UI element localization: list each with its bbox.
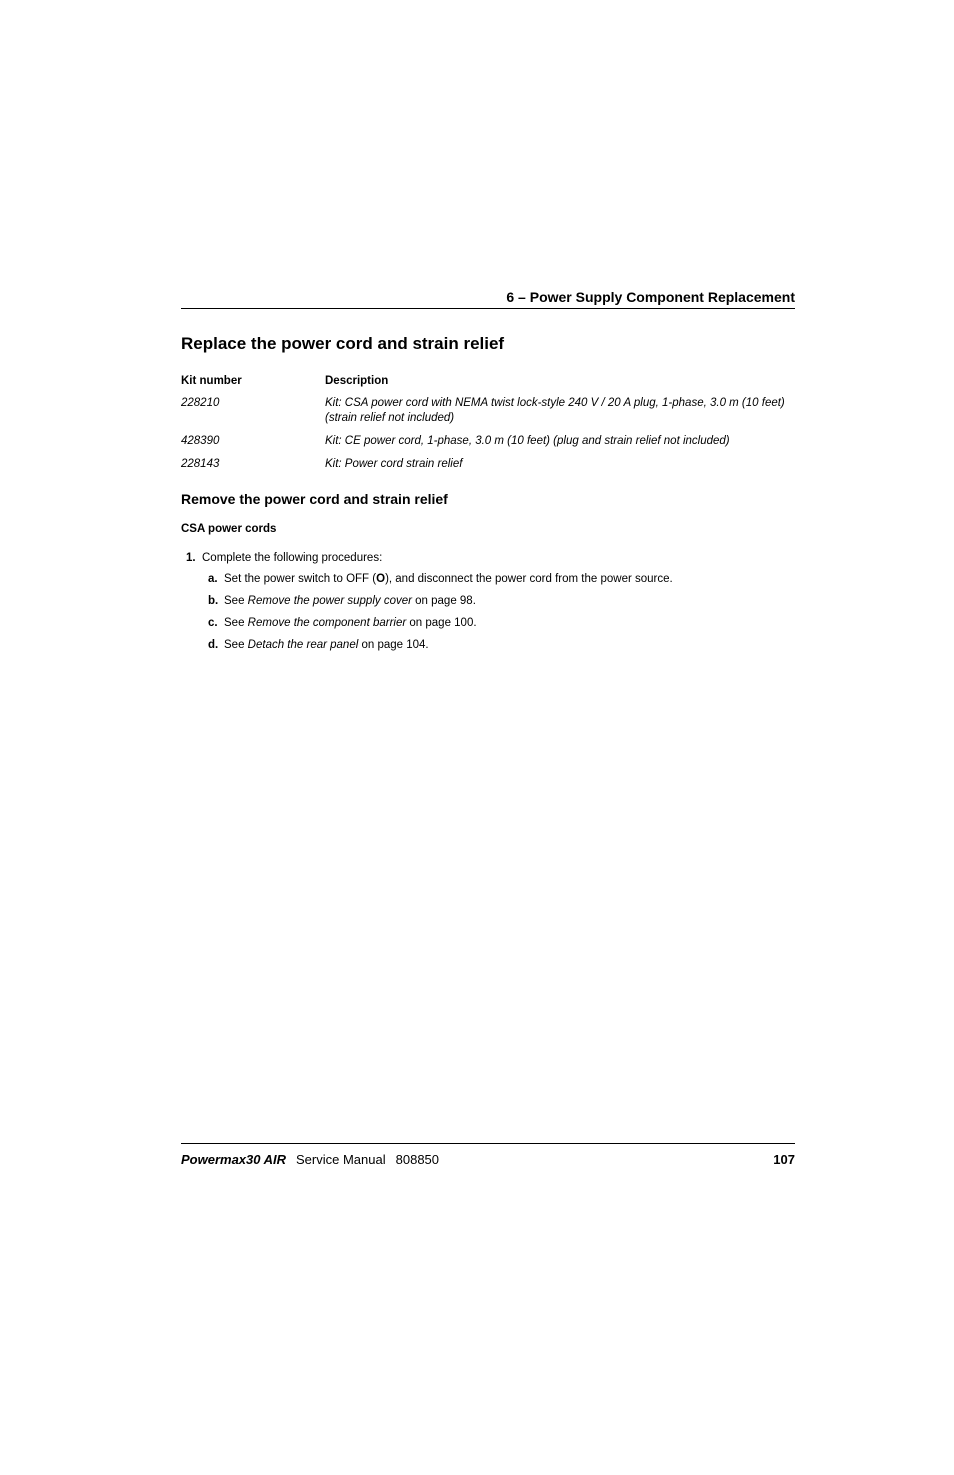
kit-number: 228210 [181,397,220,409]
substep-letter: d. [208,639,219,651]
subsection-title: Remove the power cord and strain relief [181,491,448,507]
kit-table-row [181,396,795,426]
substep-text-pre: Set the power switch to OFF ( [224,573,377,585]
kit-description: Kit: CSA power cord with NEMA twist lock-style 240 V / 20 A plug, 1-phase, 3.0 m (10 feet) (strain relief not included) [325,397,785,424]
substep-text-post: on page 98. [411,595,476,607]
document-number: 808850 [395,1152,440,1167]
substep-text-post: ), and disconnect the power cord from the power source. [385,573,673,585]
page-number: 107 [773,1152,795,1167]
step-number: 1. [186,552,196,564]
substep-letter: c. [208,617,218,629]
kit-number: 428390 [181,435,220,447]
subsection-subheading: CSA power cords [181,523,277,535]
cross-reference-link[interactable]: Remove the power supply cover [247,595,412,607]
substep-text-pre: See [224,617,248,629]
substep-letter: a. [208,573,218,585]
document-title: Service Manual [296,1152,386,1167]
kit-number-header: Kit number [181,375,242,387]
kit-description: Kit: Power cord strain relief [325,458,463,470]
cross-reference-link[interactable]: Remove the component barrier [247,617,407,629]
page-footer [181,1152,795,1168]
kit-description: Kit: CE power cord, 1-phase, 3.0 m (10 feet) (plug and strain relief not included) [325,435,730,447]
description-header: Description [325,375,389,387]
footer-divider [181,1143,795,1144]
kit-table-row [181,457,795,472]
chapter-header: 6 – Power Supply Component Replacement [506,289,795,305]
substep-c [208,616,477,631]
cross-reference-link[interactable]: Detach the rear panel [247,639,359,651]
header-divider [181,308,795,309]
substep-a [208,572,673,587]
kit-table-header-row [181,374,795,396]
product-name: Powermax30 AIR [181,1152,287,1167]
substep-text-post: on page 100. [406,617,477,629]
procedure-step-1 [186,551,382,566]
substep-d [208,638,429,653]
substep-text-pre: See [224,639,248,651]
kit-number: 228143 [181,458,220,470]
power-off-symbol: O [376,573,386,585]
substep-letter: b. [208,595,219,607]
kit-table-row [181,434,795,449]
kit-table [181,374,795,480]
section-title: Replace the power cord and strain relief [181,334,505,353]
substep-text-post: on page 104. [358,639,429,651]
step-text: Complete the following procedures: [202,552,383,564]
substep-text-pre: See [224,595,248,607]
substep-b [208,594,476,609]
